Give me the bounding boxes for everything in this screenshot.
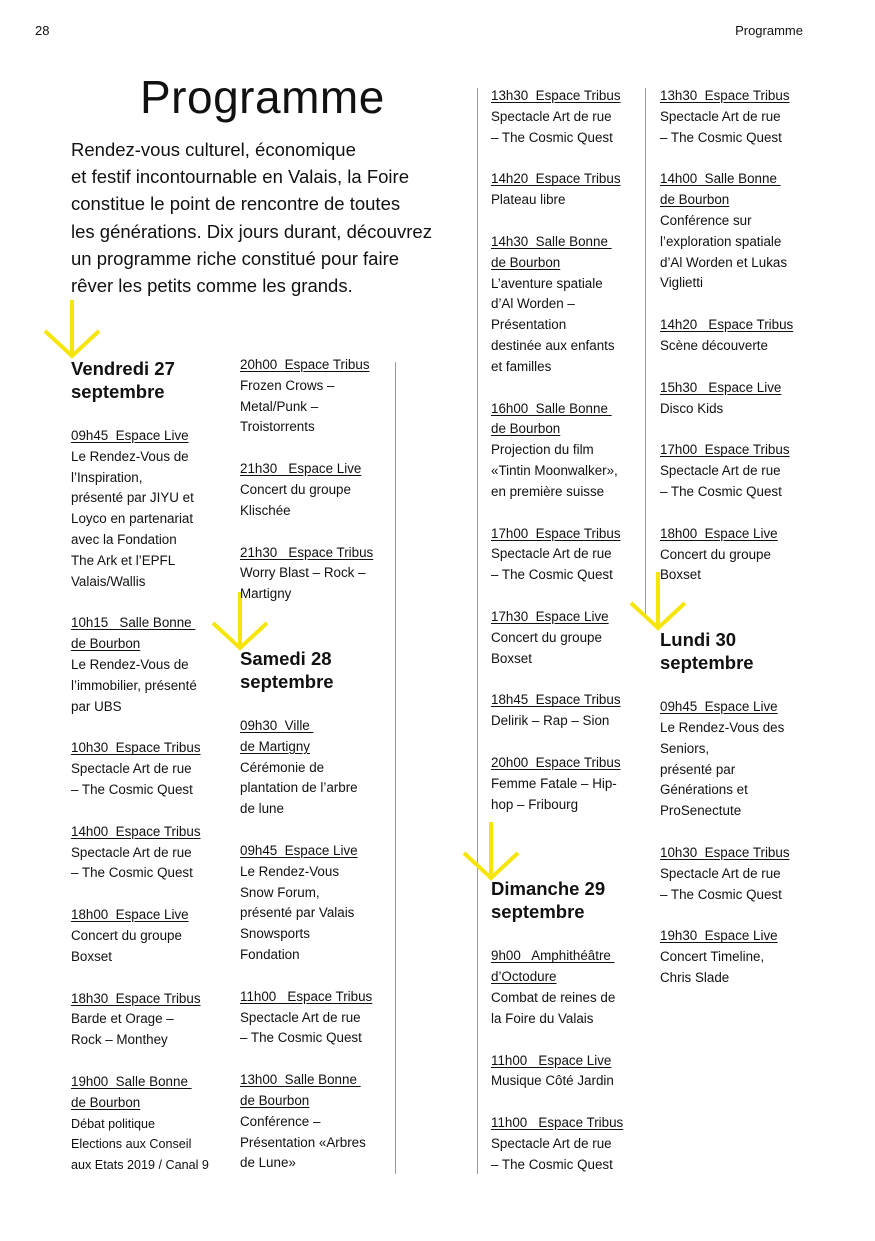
day-heading: Dimanche 29 septembre — [491, 878, 606, 923]
day-heading: Samedi 28 septembre — [240, 647, 334, 692]
event — [240, 716, 390, 820]
event-description: Conférence – Présentation «Arbres de Lune» — [240, 1113, 366, 1171]
event-description: Le Rendez-Vous de l’Inspiration, présenté par JIYU et Loyco en partenariat avec la Fondation The Ark et l’EPFL Valais/Wallis — [71, 448, 194, 589]
event-description: Spectacle Art de rue – The Cosmic Quest — [491, 1135, 613, 1172]
event-description: Débat politique Elections aux Conseil aux Etats 2019 / Canal 9 — [71, 1116, 209, 1173]
column-divider — [395, 362, 396, 1174]
event-description: L’aventure spatiale d’Al Worden – Présentation destinée aux enfants et familles — [491, 275, 615, 374]
event — [660, 697, 810, 822]
event-time-venue: 10h30 Espace Tribus — [71, 740, 201, 756]
column-divider — [477, 88, 478, 1174]
event-description: Le Rendez-Vous des Seniors, présenté par Générations et ProSenectute — [660, 719, 785, 819]
event — [240, 355, 390, 438]
event-description: Musique Côté Jardin — [491, 1073, 614, 1089]
event — [491, 1113, 641, 1175]
event — [240, 987, 390, 1049]
event — [491, 399, 641, 503]
intro-paragraph: Rendez-vous culturel, économique et festif incontournable en Valais, la Foire constitue le point de rencontre de toutes les générations. Dix jours durant, découvrez un programme riche constitué pour faire rêver les petits comme les grands. — [71, 139, 432, 297]
event — [240, 841, 390, 966]
event-description: Spectacle Art de rue – The Cosmic Quest — [491, 546, 613, 583]
event-description: Spectacle Art de rue – The Cosmic Quest — [660, 865, 782, 902]
running-title: Programme — [735, 23, 803, 38]
event — [660, 843, 810, 905]
event — [491, 1051, 641, 1093]
event-time-venue: 11h00 Espace Live — [491, 1052, 612, 1068]
day-heading: Lundi 30 septembre — [660, 629, 754, 674]
event-description: Spectacle Art de rue – The Cosmic Quest — [660, 463, 782, 499]
column-divider — [645, 88, 646, 618]
event — [71, 989, 231, 1051]
event-time-venue: 09h45 Espace Live — [71, 428, 189, 443]
event — [491, 86, 641, 148]
page-title: Programme — [140, 71, 385, 123]
event-time-venue: 18h00 Espace Live — [660, 525, 778, 541]
event-description: Spectacle Art de rue – The Cosmic Quest — [71, 761, 193, 797]
event-description: Spectacle Art de rue – The Cosmic Quest — [240, 1009, 362, 1046]
event — [660, 315, 810, 357]
event-description: Worry Blast – Rock – Martigny — [240, 565, 366, 602]
event — [71, 1072, 231, 1176]
event — [71, 905, 231, 967]
event-description: Disco Kids — [660, 400, 724, 416]
event-time-venue: 18h30 Espace Tribus — [71, 990, 201, 1006]
event — [491, 169, 641, 211]
event-description: Spectacle Art de rue – The Cosmic Quest — [660, 108, 782, 145]
event — [660, 440, 810, 502]
event — [491, 946, 641, 1029]
event-description: Conférence sur l’exploration spatiale d’Al Worden et Lukas Viglietti — [660, 212, 788, 291]
event-description: Concert Timeline, Chris Slade — [660, 949, 765, 985]
event — [660, 169, 810, 294]
event-description: Concert du groupe Boxset — [660, 546, 771, 583]
event — [491, 607, 641, 669]
programme-column-4 — [660, 86, 810, 1010]
event-time-venue: 14h30 Salle Bonne de Bourbon — [491, 233, 608, 270]
event-time-venue: 10h15 Salle Bonne de Bourbon — [71, 615, 192, 652]
event — [491, 232, 641, 378]
event-description: Cérémonie de plantation de l’arbre de lune — [240, 759, 358, 817]
event-time-venue: 18h45 Espace Tribus — [491, 692, 621, 708]
event-description: Spectacle Art de rue – The Cosmic Quest — [491, 108, 613, 145]
event — [660, 926, 810, 988]
event — [660, 524, 810, 586]
event-description: Concert du groupe Boxset — [491, 629, 602, 666]
event — [71, 613, 231, 717]
programme-column-1 — [71, 357, 231, 1197]
event-time-venue: 13h00 Salle Bonne de Bourbon — [240, 1072, 357, 1108]
page-number: 28 — [35, 23, 50, 38]
event-time-venue: 15h30 Espace Live — [660, 379, 782, 395]
event-description: Scène découverte — [660, 337, 768, 353]
event-time-venue: 14h00 Espace Tribus — [71, 823, 201, 839]
event — [71, 822, 231, 884]
event-time-venue: 17h00 Espace Tribus — [660, 442, 790, 458]
event-time-venue: 17h30 Espace Live — [491, 608, 609, 624]
programme-column-3 — [491, 86, 641, 1196]
event-time-venue: 09h30 Ville de Martigny — [240, 717, 310, 754]
event — [660, 378, 810, 420]
event-time-venue: 13h30 Espace Tribus — [660, 88, 790, 103]
event-description: Le Rendez-Vous Snow Forum, présenté par Valais Snowsports Fondation — [240, 863, 355, 962]
event-time-venue: 13h30 Espace Tribus — [491, 88, 621, 103]
event-time-venue: 09h45 Espace Live — [660, 699, 778, 715]
event-description: Plateau libre — [491, 192, 566, 208]
event-time-venue: 14h20 Espace Tribus — [660, 317, 794, 333]
event-description: Concert du groupe Boxset — [71, 927, 182, 964]
event — [491, 524, 641, 586]
event-time-venue: 16h00 Salle Bonne de Bourbon — [491, 400, 608, 437]
event-description: Barde et Orage – Rock – Monthey — [71, 1011, 174, 1048]
event-time-venue: 20h00 Espace Tribus — [491, 754, 621, 770]
event — [71, 426, 231, 592]
event-time-venue: 9h00 Amphithéâtre d’Octodure — [491, 948, 611, 985]
programme-column-2 — [240, 355, 390, 1195]
event-description: Spectacle Art de rue – The Cosmic Quest — [71, 844, 193, 881]
event — [660, 86, 810, 148]
event-time-venue: 11h00 Espace Tribus — [491, 1115, 624, 1131]
event-time-venue: 21h30 Espace Tribus — [240, 544, 374, 560]
event-time-venue: 19h00 Salle Bonne de Bourbon — [71, 1073, 188, 1110]
arrow-down-icon — [42, 298, 102, 360]
event-time-venue: 14h00 Salle Bonne de Bourbon — [660, 171, 777, 208]
event-description: Frozen Crows – Metal/Punk – Troistorrents — [240, 377, 335, 435]
event — [240, 1070, 390, 1174]
event — [71, 738, 231, 800]
event-description: Combat de reines de la Foire du Valais — [491, 989, 616, 1026]
event-description: Concert du groupe Klischée — [240, 481, 351, 518]
event — [240, 543, 390, 605]
event-description: Femme Fatale – Hip- hop – Fribourg — [491, 775, 617, 812]
event-description: Delirik – Rap – Sion — [491, 713, 610, 729]
event-time-venue: 17h00 Espace Tribus — [491, 525, 621, 541]
day-heading: Vendredi 27 septembre — [71, 358, 175, 402]
event-time-venue: 14h20 Espace Tribus — [491, 171, 621, 187]
event — [491, 753, 641, 815]
event-time-venue: 10h30 Espace Tribus — [660, 844, 790, 860]
event-description: Le Rendez-Vous de l’immobilier, présenté par UBS — [71, 656, 197, 714]
event — [240, 459, 390, 521]
event-time-venue: 18h00 Espace Live — [71, 907, 189, 923]
event-time-venue: 20h00 Espace Tribus — [240, 357, 370, 372]
event-time-venue: 09h45 Espace Live — [240, 842, 358, 858]
event — [491, 690, 641, 732]
event-time-venue: 19h30 Espace Live — [660, 928, 778, 944]
event-description: Projection du film «Tintin Moonwalker», en première suisse — [491, 442, 618, 499]
event-time-venue: 21h30 Espace Live — [240, 461, 362, 477]
event-time-venue: 11h00 Espace Tribus — [240, 988, 373, 1004]
